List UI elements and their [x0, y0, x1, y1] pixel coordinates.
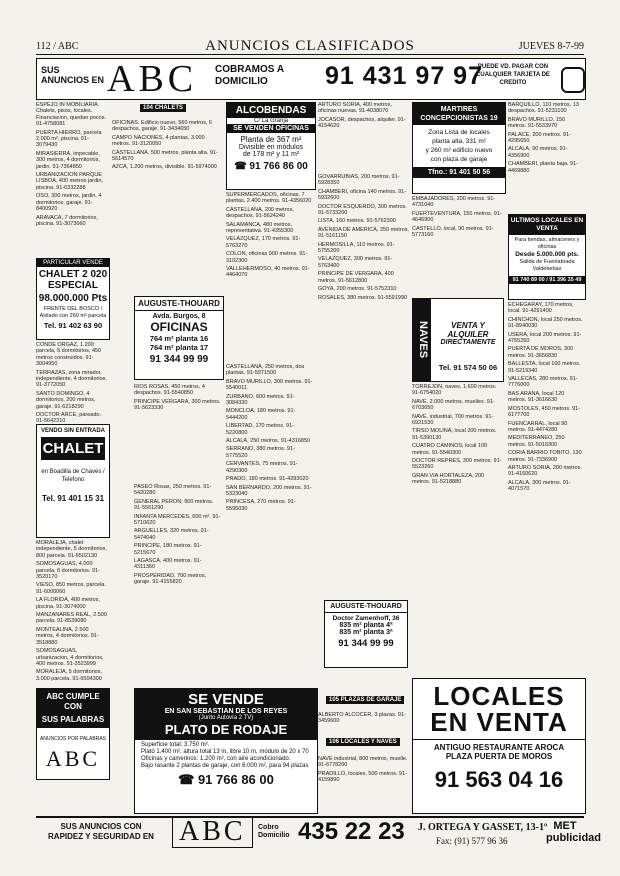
listing: MORALEJA, chalet independiente, 5 dormitorios, 800 parcela. 91-6502130 [36, 540, 107, 559]
ad-sub2: (Junto Autovía 2 TV) [198, 715, 254, 721]
column-5-mid [412, 384, 504, 674]
ad-tel: Tel. 91 574 50 06 [438, 363, 498, 372]
ultimos-locales-ad [508, 214, 586, 300]
listing: CONDE ORGAZ, 1.200 parcela, 5 dormitorios, 450 metros construidos. 91-3004950 [36, 342, 102, 368]
page-number: 112 / ABC [36, 41, 79, 52]
category-name: PLAZAS DE GARAJE [340, 697, 402, 703]
ad-tel: ☎ 91 766 86 00 [178, 772, 274, 787]
ad-title: ALCOBENDAS [227, 103, 315, 118]
ad-main: PLATO DE RODAJE [164, 722, 288, 737]
ad-top: VENDO SIN ENTRADA [40, 428, 105, 434]
ad-l4: Valdebebas [532, 266, 562, 272]
column-1-bottom [36, 540, 108, 680]
column-3-mid [226, 364, 314, 644]
ad-addr: Doctor Zamenhoff, 36 [332, 615, 400, 622]
listing: RIOS ROSAS, 450 metros, 4 despachos. 91-5540850 [134, 384, 205, 397]
ad-top: PARTICULAR VENDE [37, 259, 109, 267]
listing: CHAMBERI, oficina 140 metros. 91-5932600 [318, 188, 407, 202]
listing: EMBAJADORES, 200 metros. 91-4731040 [412, 196, 496, 209]
abc-logo: ABC [172, 816, 253, 848]
listing: SANTO DOMINGO, 4 dormitorios, 200 metros, garaje. 91-6218290 [36, 390, 96, 410]
listing: SOMOSAGUAS, urbanizacion, 4 dormitorios, 400 metros. 91-3523999 [36, 648, 104, 667]
ad-title: CHALET 2 020 ESPECIAL [38, 269, 108, 291]
banner-cobramos: COBRAMOS A DOMICILIO [215, 64, 284, 87]
ad-title: SE VENDE [188, 691, 264, 708]
listing: PUERTA HIERRO, parcela 2.000 m², piscina. 91-3079430 [36, 129, 102, 149]
listing: MOSTOLES, 450 metros. 91-6177700 [508, 405, 581, 419]
listing: MEDITERRANEO, 250 metros. 91-5016300 [508, 435, 565, 448]
bottom-banner [36, 816, 601, 850]
ad-line1: Planta de 367 m² [240, 135, 302, 144]
ad-bullet: Plató 1.400 m², altura total 13 m, libre 10 m, módulo de 20 x 70 [141, 749, 309, 755]
ad-sub: C/ La Granja [253, 118, 289, 124]
banner-phone: 435 22 23 [298, 818, 405, 845]
column-4-garaje [318, 712, 410, 732]
listing: LAGASCA, 400 metros. 91-4311360 [134, 558, 202, 571]
category-tag [326, 738, 400, 746]
listing: TIRSO MOLINA, local 200 metros. 91-5390130 [412, 428, 497, 441]
listing: NAVE, 2.000 metros, muelles. 91-6703050 [412, 398, 495, 412]
listing: BRAVO MURILLO, 150 metros. 91-5533970 [508, 116, 566, 130]
listing: CASTELLANA, 200 metros, despachos. 91-5624240 [226, 206, 294, 220]
listing: LISTA, 160 metros. 91-5762300 [318, 218, 396, 225]
listing: LA FLORIDA, 400 metros, piscina. 91-3074000 [36, 597, 100, 610]
listing: OSO, 300 metros, jardin, 4 dormitorios, garaje. 91-8400920 [36, 193, 102, 213]
ad-sub: FRENTE DEL BOSCO / Aislado con 260 m² parcela [39, 306, 107, 319]
banner-addr: J. ORTEGA Y GASSET, 13-1º [418, 822, 548, 833]
ad-l3: y 260 m² edificio nuevo [425, 147, 493, 154]
banner-left-text: SUS ANUNCIOS EN [41, 65, 105, 85]
listing: BAS ARANA, local 120 metros. 91-3616630 [508, 390, 565, 404]
credit-card-icon [561, 67, 585, 93]
listing: VALLECAS, 280 metros. 91-7776000 [508, 376, 578, 389]
listing: COLON, oficinas 900 metros. 91-3102300 [226, 251, 308, 264]
listing: PRINCESA, 270 metros. 91-5595030 [226, 499, 296, 512]
category-number: 104 [143, 105, 154, 111]
listing: PROSPERIDAD, 700 metros, garaje. 91-4155820 [134, 572, 207, 586]
column-4-mid [318, 174, 410, 504]
column-1-top [36, 102, 108, 256]
listing: JOCASOR, despachos, alquiler. 91-4154620 [318, 116, 406, 130]
ad-l1: 764 m² planta 16 [149, 334, 209, 343]
ad-vertical: NAVES [413, 299, 431, 381]
listing: ALCALA, 90 metros. 91-4356900 [508, 146, 568, 159]
listing: SALAMANCA, 480 metros, representativa. 91-4355300 [226, 221, 294, 235]
ad-l2: SUS PALABRAS [37, 715, 109, 728]
abc-logo: ABC [45, 746, 101, 771]
ad-l1: Zona Lista de locales [428, 129, 490, 136]
listing: TERRAZAS, zona mirador, independiente, 4 dormitorios. 91-3772050 [36, 369, 107, 389]
banner-l1: SUS ANUNCIOS CON [60, 822, 142, 831]
listing: FUENCARRAL, local 90 metros. 91-4474280 [508, 420, 568, 433]
ad-addr: Avda. Burgos, 8 [152, 313, 206, 320]
listing: OFICINAS. Edificio nuevo, 560 metros, 6 despachos, garaje. 91-3434650 [112, 120, 212, 133]
ad-bullet: Superficie total: 3.750 m². [141, 742, 210, 748]
ad-title-2: EN VENTA [430, 707, 568, 737]
ad-line2: Divisible en módulos [238, 144, 304, 151]
section-title: ANUNCIOS CLASIFICADOS [205, 38, 415, 54]
category-name: CHALETS [154, 105, 184, 111]
listing: PRINCIPE VERGARA, 300 metros. 91-5623330 [134, 398, 221, 412]
page-header [36, 40, 584, 55]
ad-sub: en Boadilla de Chaves / Telefono [41, 469, 105, 483]
ad-tel: 91 563 04 16 [434, 767, 564, 792]
listing: NAVE industrial, 800 metros, muelle. 91-6778200 [318, 756, 408, 769]
vendo-chalet-ad [36, 424, 110, 538]
locales-venta-ad [412, 678, 586, 814]
ad-sale: SE VENDEN OFICINAS [227, 124, 315, 133]
listing: MONTEALINA, 2.500 metros, 4 dormitorios. 91-3518880 [36, 626, 99, 646]
ad-sub1: ANTIGUO RESTAURANTE AROCA [413, 739, 585, 752]
ad-tel: Tfno.: 91 401 50 56 [413, 167, 505, 178]
listing: AZCA, 1.200 metros, divisible. 91-5974000 [112, 164, 217, 171]
listing: INFANTA MERCEDES, 600 m². 91-5710620 [134, 513, 221, 527]
banner-phone: 91 431 97 97 [325, 62, 483, 90]
listing: ARTURO SORIA, 400 metros, oficinas nuevas. 91-4038070 [318, 102, 392, 115]
listing: PRINCIPE, 180 metros. 91-5215670 [134, 543, 202, 556]
listing: CASTELLANA, 250 metros, dos plantas. 91-5971500 [226, 364, 305, 377]
ad-l2: planta alta, 331 m² [432, 138, 486, 145]
listing: GRAN VIA HORTALEZA, 200 metros. 91-5218880 [412, 472, 485, 486]
listing: SERRANO, 380 metros. 91-5775520 [226, 446, 295, 459]
ad-title-1: LOCALES [433, 681, 565, 711]
listing: ARTURO SORIA, 200 metros. 91-4160620 [508, 464, 582, 478]
category-number: 106 [329, 739, 340, 745]
listing: CAMPO NACIONES, 4 plantas, 3.000 metros. 91-3120050 [112, 134, 205, 148]
listing: PRADILLO, locales, 500 metros. 91-4159890 [318, 770, 407, 784]
listing: NAVE, industrial, 700 metros. 91-6921530 [412, 413, 494, 427]
ad-l2: 764 m² planta 17 [149, 343, 209, 352]
listing: CUATRO CAMINOS, local 100 metros. 91-5540300 [412, 443, 488, 456]
listing: MIRASIERRA, impecable, 300 metros, 4 dormitorios, jardin. 91-7364850 [36, 150, 100, 170]
column-1-mid [36, 342, 108, 425]
auguste-logo: AUGUSTE-THOUARD [325, 601, 407, 613]
listing: PRADO, 180 metros. 91-4293020 [226, 476, 309, 483]
ad-l2: 835 m² planta 3ª [339, 629, 393, 636]
ad-tel: 91 344 99 99 [338, 638, 394, 649]
listing: PALACE, 200 metros. 91-4295650 [508, 131, 571, 145]
listing: AVENIDA DE AMERICA, 250 metros. 91-5161150 [318, 226, 409, 240]
listing: MONCLOA, 180 metros. 91-5444200 [226, 408, 296, 421]
banner-fax: Fax: (91) 577 96 36 [436, 836, 508, 846]
listing: BARQUILLO, 110 metros, 13 despachos. 91-5231100 [508, 102, 579, 115]
listing: PRINCIPE DE VERGARA, 400 metros. 91-5612800 [318, 271, 394, 284]
listing: CORIA BARRIO TOBITO, 130 metros. 91-7336900 [508, 450, 582, 463]
listing: VALLEHERMOSO, 40 metros. 91-4464070 [226, 266, 310, 279]
listing: SUPERMERCADOS, oficinas, 7 plantas, 2.400 metros. 91-4356020 [226, 192, 312, 205]
listing: CASTELLO, local, 90 metros. 91-5773160 [412, 225, 494, 239]
abc-logo: ABC [107, 58, 198, 100]
ad-title: CHALET [41, 437, 105, 460]
listing: GOYA, 200 metros. 91-5752310 [318, 286, 397, 293]
naves-ad [412, 298, 504, 382]
top-banner [36, 58, 586, 100]
ad-l4: con plaza de garaje [430, 156, 488, 163]
banner-cobro: Cobro Domicilio [258, 824, 290, 839]
column-6-top [508, 102, 584, 210]
listing: DOCTOR REPRES, 300 metros. 91-5523260 [412, 458, 502, 471]
listing: TORREJON, naves, 1.600 metros. 91-6754020 [412, 384, 497, 397]
ad-tel: Tel. 91 402 63 90 [43, 321, 103, 330]
martires-ad [412, 102, 506, 194]
category-name: LOCALES Y NAVES [340, 739, 397, 745]
ad-title: ULTIMOS LOCALES EN VENTA [509, 215, 585, 235]
ad-l3: ANUNCIOS POR PALABRAS [39, 736, 107, 742]
listing: SAN BERNARDO, 200 metros. 91-5323040 [226, 484, 312, 497]
listing: ALCALA, 300 metros. 91-4071570 [508, 479, 571, 493]
column-2-bottom [134, 484, 222, 680]
column-6-mid [508, 302, 584, 674]
listing: MANZANARES REAL, 2.500 parcela. 91-8539080 [36, 612, 107, 625]
ad-l1: Para tiendas, almacenes y oficinas [514, 237, 580, 250]
listing: PASEO Rosas, 250 metros. 91-5420280 [134, 484, 212, 497]
ad-tel: Tel. 91 401 15 31 [41, 494, 105, 503]
listing: CERVANTES, 75 metros. 91-4290300 [226, 461, 298, 474]
ad-sub2: PLAZA PUERTA DE MOROS [445, 752, 553, 761]
listing: MORALEJA, 5 dormitorios, 3.000 parcela. 91-6504300 [36, 669, 103, 682]
category-tag [140, 104, 186, 112]
listing: ALBERTO ALCOCER, 3 plazas. 91-3459600 [318, 712, 406, 725]
auguste-thouard-ad-2 [324, 600, 408, 668]
listing: CASTELLANA, 500 metros, planta alta. 91-5614570 [112, 149, 218, 163]
ad-l2: DIRECTAMENTE [440, 339, 496, 346]
ad-l1: VENTA Y ALQUILER [447, 321, 489, 339]
column-2-top [112, 120, 222, 240]
se-vende-ad [134, 688, 318, 814]
listing: SOMOSAGUAS, 4.000 parcela, 6 dormitorios. 91-3520170 [36, 561, 100, 581]
met-logo: MET publicidad [546, 820, 601, 844]
listing: ARGUELLES, 320 metros. 91-5474040 [134, 528, 209, 541]
ad-l1: 835 m² planta 4ª [339, 622, 393, 629]
abc-cumple-ad [36, 688, 110, 780]
listing: VELAZQUEZ, 170 metros. 91-5763270 [226, 236, 301, 249]
listing: BRAVO MURILLO, 300 metros. 91-5540011 [226, 378, 313, 392]
column-2-mid [134, 384, 222, 444]
ad-bullet: Bajo rasante 2 plantas de garaje, con 6.000 m², para 94 plazas [141, 763, 309, 769]
ad-bullet: Oficinas y camerinos: 1.200 m², con aire acondicionado. [141, 756, 291, 762]
banner-card-text: PUEDE VD. PAGAR CON CUALQUIER TARJETA DE CREDITO [476, 64, 550, 86]
listing: ALCALA, 250 metros. 91-4316850 [226, 438, 311, 445]
category-number: 105 [329, 697, 340, 703]
column-3-top [226, 192, 314, 360]
listing: USERA, local 200 metros. 91-4765250 [508, 331, 582, 345]
listing: ARAVACA, 7 dormitorios, piscina. 91-3073660 [36, 214, 98, 227]
listing: DOCTOR ARCE, pareado. 91-5642310 [36, 412, 102, 425]
listing: VELAZQUEZ, 300 metros. 91-5763400 [318, 256, 393, 269]
listing: HERMOSILLA, 110 metros. 91-5755200 [318, 241, 395, 255]
column-5-top [412, 196, 504, 296]
ad-l1: ABC CUMPLE CON [37, 689, 109, 715]
issue-date: JUEVES 8-7-99 [518, 41, 584, 52]
listing: BALLESTA, local 100 metros. 91-5219340 [508, 361, 581, 374]
listing: URBANIZACION PARQUE LISBOA, 400 metros jardin, piscina. 91-6332288 [36, 172, 103, 191]
category-tag [326, 696, 404, 704]
banner-l2: RAPIDEZ Y SEGURIDAD EN [48, 832, 154, 841]
ad-tel: ☎ 91 766 86 00 [234, 161, 308, 172]
listing: VIESO, 850 metros, parcela. 91-6000060 [36, 582, 107, 595]
ad-title: MARTIRES CONCEPCIONISTAS 19 [413, 103, 505, 125]
column-4-bottom [318, 756, 410, 812]
listing: CHAMBERI, planta baja. 91-4469880 [508, 161, 579, 174]
listing: ECHEGARAY, 170 metros, local. 91-4291400 [508, 302, 574, 315]
ad-title: OFICINAS [150, 320, 208, 334]
auguste-thouard-ad-1 [134, 296, 224, 380]
listing: CHINCHON, local 250 metros. 91-8940030 [508, 316, 583, 330]
ad-l2: Desde 5.000.000 pts. [515, 251, 579, 258]
ad-tel: 91 344 99 99 [149, 354, 209, 365]
listing: FUERTEVENTURA, 150 metros. 91-4646900 [412, 210, 502, 224]
listing: PUERTA DE MOROS, 300 metros. 91-3656830 [508, 346, 574, 359]
listing: GOVARRUBIAS, 200 metros. 91-5928350 [318, 174, 400, 187]
ad-price: 98.000.000 Pts [38, 293, 108, 304]
column-4-top [318, 102, 410, 170]
ad-tel: 91 740 89 00 / 91 396 35 49 [509, 276, 585, 284]
listing: DOCTOR ESQUERDO, 300 metros. 91-5733200 [318, 203, 407, 217]
listing: LIBERTAD, 170 metros. 91-5220800 [226, 423, 294, 436]
ad-l3: Salida de Fuenlabrada [519, 259, 575, 265]
listing: ROSALES, 380 metros. 91-5591990 [318, 294, 407, 301]
chalet-vende-ad [36, 258, 110, 340]
ad-line3: de 178 m² y 11 m² [242, 151, 300, 158]
ad-sub: EN SAN SEBASTIAN DE LOS REYES [164, 708, 288, 715]
auguste-logo: AUGUSTE-THOUARD [135, 297, 223, 311]
alcobendas-ad [226, 102, 316, 190]
listing: ESPEJO IN MOBILIARIA. Chalets, pisos, locales. Financiacion, quedan pocos. 91-4758081 [36, 102, 107, 128]
listing: ZURBANO, 600 metros. 91-3084330 [226, 393, 295, 407]
listing: GENERAL PERON, 900 metros. 91-5561290 [134, 498, 214, 512]
